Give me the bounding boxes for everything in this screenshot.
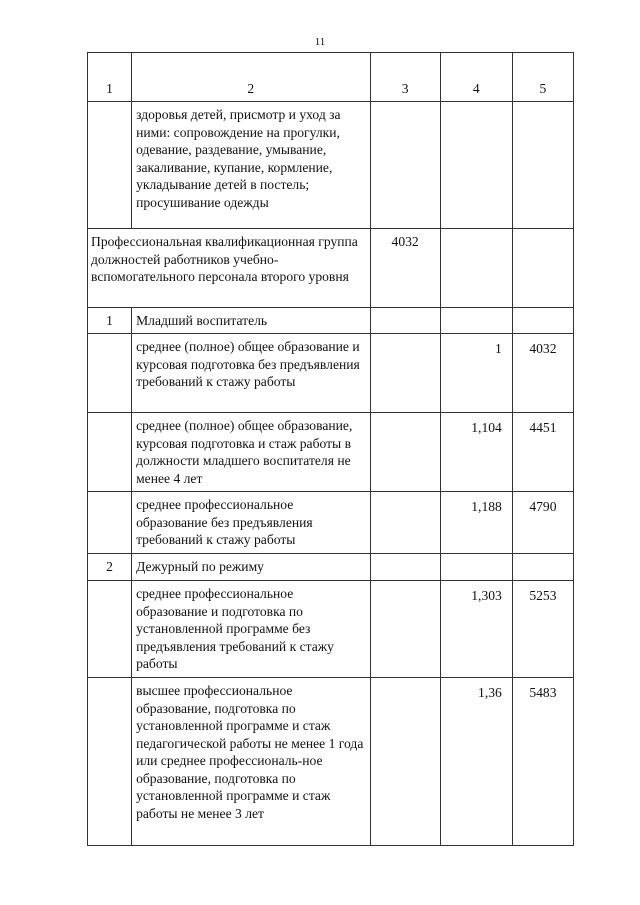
column-header: 1 [88, 53, 132, 102]
table-row [88, 413, 574, 492]
table-row [88, 102, 574, 229]
qualification-text: среднее профессиональное образование и подготовка по установленной программе без предъявления требований к стажу работы [132, 581, 370, 678]
position-name: Младший воспитатель [132, 308, 370, 334]
salary-value: 4032 [512, 334, 573, 413]
coefficient: 1,303 [440, 581, 512, 678]
coefficient: 1,104 [440, 413, 512, 492]
column-header: 3 [370, 53, 440, 102]
table-row [88, 581, 574, 678]
coefficient: 1,36 [440, 678, 512, 846]
coefficient: 1,188 [440, 492, 512, 554]
position-number: 2 [88, 554, 132, 581]
table-row [88, 678, 574, 846]
qualification-text: среднее (полное) общее образование, курсовая подготовка и стаж работы в должности младшего воспитателя не менее 4 лет [132, 413, 370, 492]
position-row [88, 308, 574, 334]
qualification-text: среднее профессиональное образование без предъявления требований к стажу работы [132, 492, 370, 554]
salary-table [87, 52, 574, 846]
column-header: 5 [512, 53, 573, 102]
position-number: 1 [88, 308, 132, 334]
coefficient: 1 [440, 334, 512, 413]
group-row [88, 229, 574, 308]
position-row [88, 554, 574, 581]
position-name: Дежурный по режиму [132, 554, 370, 581]
salary-value: 4790 [512, 492, 573, 554]
table-header-row [88, 53, 574, 102]
group-salary: 4032 [370, 229, 440, 308]
qualification-text: среднее (полное) общее образование и курсовая подготовка без предъявления требований к стажу работы [132, 334, 370, 413]
salary-value: 5253 [512, 581, 573, 678]
qualification-text: высшее профессиональное образование, подготовка по установленной программе и стаж педагогической работы не менее 1 года или среднее профессиональ-ное образование, подготовка по установленной программе и стаж работы не менее 3 лет [132, 678, 370, 846]
table-row [88, 334, 574, 413]
column-header: 4 [440, 53, 512, 102]
table-row [88, 492, 574, 554]
group-title: Профессиональная квалификационная группа должностей работников учебно-вспомогательного персонала второго уровня [88, 229, 371, 308]
column-header: 2 [132, 53, 370, 102]
salary-value: 5483 [512, 678, 573, 846]
salary-value: 4451 [512, 413, 573, 492]
qualification-text: здоровья детей, присмотр и уход за ними: сопровождение на прогулки, одевание, раздевание, умывание, закаливание, купание, кормление, укладывание детей в постель; просушивание одежды [132, 102, 370, 229]
page-number: 11 [314, 36, 326, 48]
